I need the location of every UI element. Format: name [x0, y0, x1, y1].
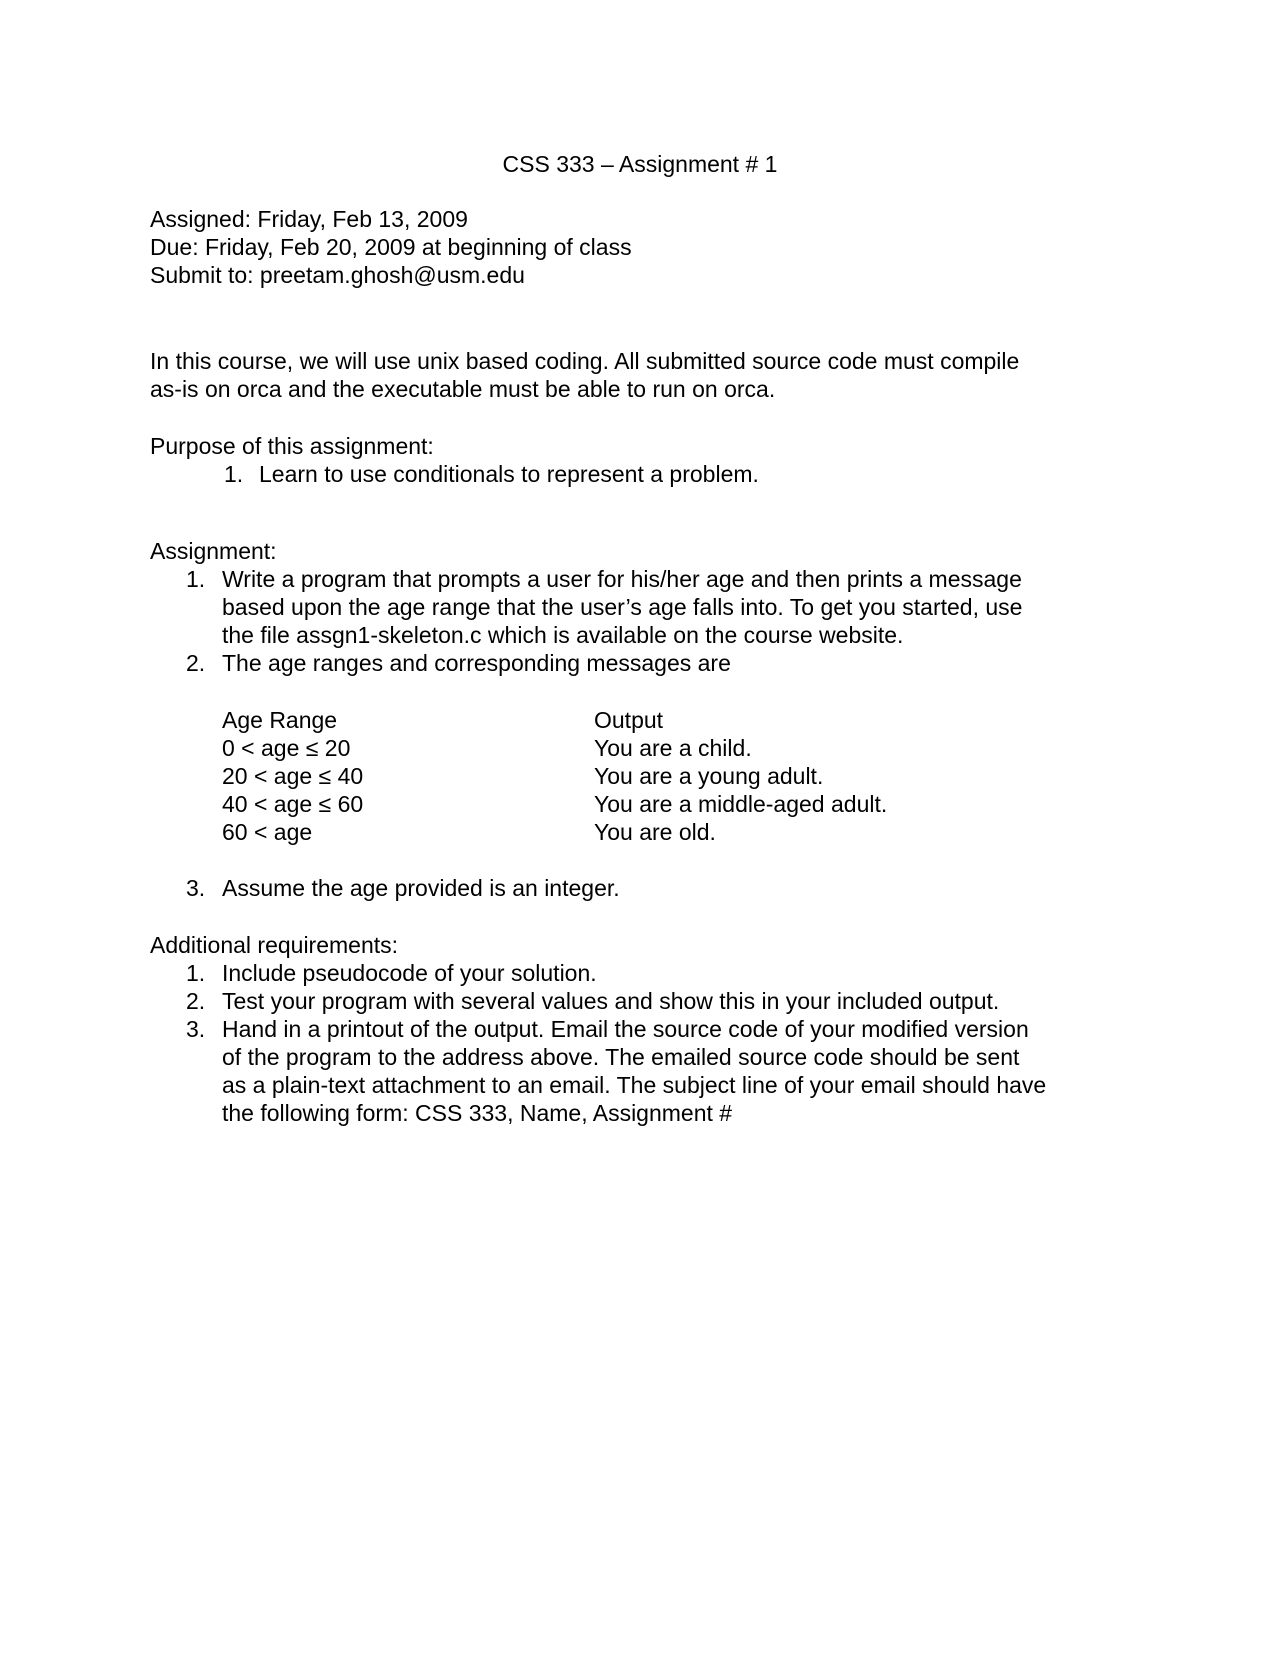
- assignment-heading: Assignment:: [150, 538, 277, 564]
- purpose-item-1-text: Learn to use conditionals to represent a problem.: [259, 461, 759, 487]
- assignment-item-1-line-1: Write a program that prompts a user for his/her age and then prints a message: [222, 566, 1022, 592]
- purpose-heading: Purpose of this assignment:: [150, 433, 434, 459]
- table-header-output: Output: [594, 707, 664, 733]
- assignment-item-2-text: The age ranges and corresponding messages are: [222, 650, 731, 676]
- intro-line-1: In this course, we will use unix based coding. All submitted source code must compile: [150, 348, 1020, 374]
- additional-item-2-number: 2.: [186, 988, 206, 1014]
- intro-line-2: as-is on orca and the executable must be able to run on orca.: [150, 376, 776, 402]
- assignment-item-3-text: Assume the age provided is an integer.: [222, 875, 620, 901]
- table-cell-output: You are a middle-aged adult.: [594, 791, 888, 817]
- assignment-item-3-number: 3.: [186, 875, 206, 901]
- table-cell-range: 40 < age ≤ 60: [222, 791, 364, 817]
- assignment-item-1-line-3: the file assgn1-skeleton.c which is available on the course website.: [222, 622, 904, 648]
- table-cell-range: 0 < age ≤ 20: [222, 735, 351, 761]
- additional-item-3-line-3: as a plain-text attachment to an email. The subject line of your email should have: [222, 1072, 1047, 1098]
- purpose-item-1-number: 1.: [224, 461, 244, 487]
- assignment-item-1-number: 1.: [186, 566, 206, 592]
- table-cell-output: You are old.: [594, 819, 716, 845]
- additional-item-3-line-1: Hand in a printout of the output. Email the source code of your modified version: [222, 1016, 1029, 1042]
- additional-item-1-text: Include pseudocode of your solution.: [222, 960, 597, 986]
- submit-to: Submit to: preetam.ghosh@usm.edu: [150, 262, 525, 288]
- additional-item-3-line-4: the following form: CSS 333, Name, Assignment #: [222, 1100, 733, 1126]
- additional-item-3-line-2: of the program to the address above. The emailed source code should be sent: [222, 1044, 1020, 1070]
- additional-item-3-number: 3.: [186, 1016, 206, 1042]
- due-date: Due: Friday, Feb 20, 2009 at beginning of class: [150, 234, 632, 260]
- table-cell-range: 60 < age: [222, 819, 313, 845]
- assigned-date: Assigned: Friday, Feb 13, 2009: [150, 206, 468, 232]
- additional-item-1-number: 1.: [186, 960, 206, 986]
- assignment-item-1-line-2: based upon the age range that the user’s age falls into. To get you started, use: [222, 594, 1023, 620]
- document-title: CSS 333 – Assignment # 1: [502, 151, 778, 177]
- table-cell-output: You are a child.: [594, 735, 752, 761]
- table-header-age-range: Age Range: [222, 707, 338, 733]
- table-cell-output: You are a young adult.: [594, 763, 824, 789]
- assignment-item-2-number: 2.: [186, 650, 206, 676]
- additional-heading: Additional requirements:: [150, 932, 399, 958]
- additional-item-2-text: Test your program with several values and show this in your included output.: [222, 988, 1000, 1014]
- table-cell-range: 20 < age ≤ 40: [222, 763, 364, 789]
